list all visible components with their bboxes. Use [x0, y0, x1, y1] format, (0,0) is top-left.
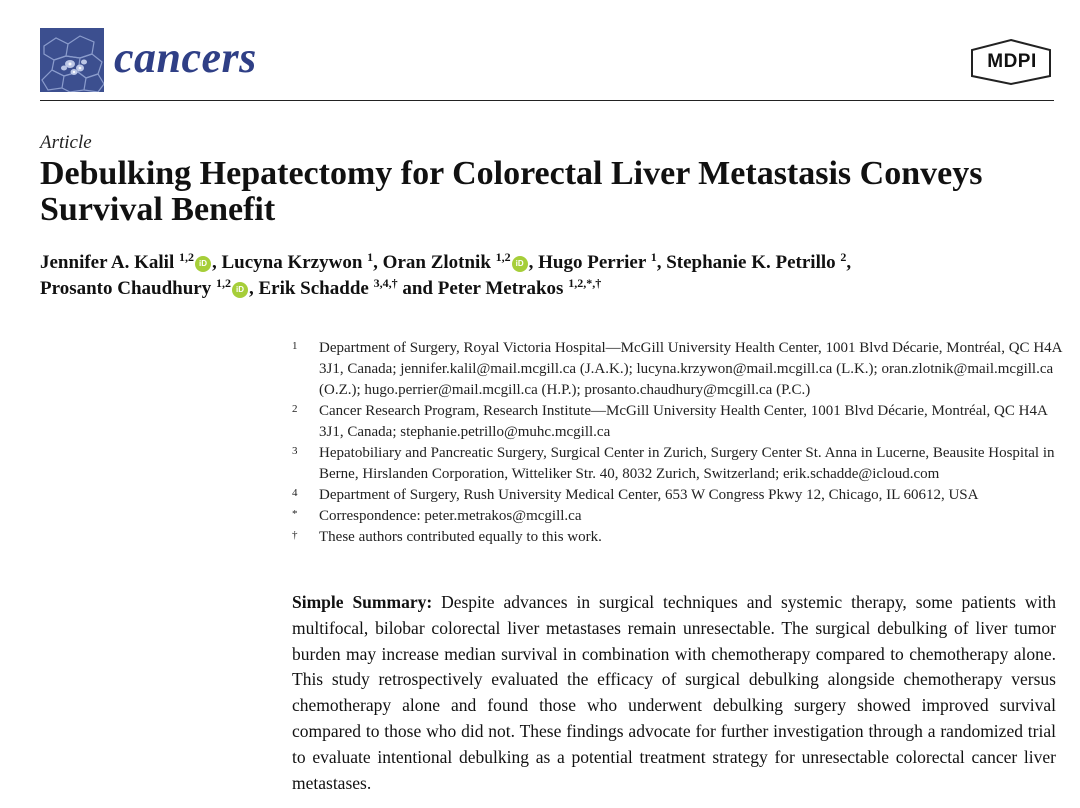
author-affiliation-mark: 1 — [367, 250, 374, 264]
author-list: Jennifer A. Kalil $^{1,2}$ iD , Lucyna Krzywon $^1$, Oran Zlotnik $^{1,2}$ iD , Hugo Perrier $^1$, Stephanie K. Petrillo $^2$, Prosanto Chaudhury $^{1,2}$ iD , Erik Schadde $^{3,4,\dagger}$ and Peter Metrakos $^{1,2,*,\dagger}$ — [40, 250, 852, 299]
header-divider — [40, 100, 1054, 101]
simple-summary — [292, 590, 1056, 796]
affiliation-item — [292, 338, 1062, 401]
affiliation-mark: 1 — [292, 340, 298, 352]
orcid-icon[interactable]: iD — [195, 256, 211, 272]
author-name: Erik Schadde — [258, 278, 369, 299]
author-affiliation-mark: 1,2 — [495, 250, 511, 264]
equal-contribution-mark: † — [292, 529, 298, 541]
affiliation-text: Hepatobiliary and Pancreatic Surgery, Surgical Center in Zurich, Surgery Center St. Anna in Lucerne, Beausite Hospital in Berne, Hirslanden Corporation, Witteliker Str. 40, 8032 Zurich, Switzerland; erik.schadde@icloud.com — [319, 445, 1055, 482]
author-name: Stephanie K. Petrillo — [666, 252, 836, 273]
author-affiliation-mark: 2 — [840, 250, 847, 264]
affiliation-mark: 4 — [292, 487, 298, 499]
author-name: Prosanto Chaudhury — [40, 278, 212, 299]
author-affiliation-mark: 1 — [650, 250, 657, 264]
author-name: Peter Metrakos — [437, 278, 564, 299]
author-affiliation-mark: 3,4,† — [373, 276, 398, 290]
orcid-icon[interactable]: iD — [232, 282, 248, 298]
article-title: Debulking Hepatectomy for Colorectal Liver Metastasis Conveys Survival Benefit — [40, 155, 983, 228]
affiliation-list — [292, 338, 1062, 548]
affiliation-mark: 2 — [292, 403, 298, 415]
affiliation-text: Department of Surgery, Rush University Medical Center, 653 W Congress Pkwy 12, Chicago, IL 60612, USA — [319, 487, 979, 503]
cancer-cells-icon — [40, 28, 104, 92]
affiliation-item — [292, 443, 1062, 485]
journal-name: cancers — [114, 33, 257, 82]
simple-summary-text: Despite advances in surgical techniques and systemic therapy, some patients with multifocal, bilobar colorectal liver metastases remain unresectable. The surgical debulking of liver tumor burden may increase median survival in combination with chemotherapy compared to chemotherapy alone. This study retrospectively evaluated the efficacy of surgical debulking alongside chemotherapy versus chemotherapy alone and found those who underwent debulking surgery showed improved survival compared to those who did not. These findings advocate for further investigation through a randomized trial to evaluate intentional debulking as a potential treatment strategy for unresectable colorectal cancer liver metastases. — [292, 592, 1057, 793]
author-name: Jennifer A. Kalil — [40, 252, 175, 273]
author-affiliation-mark: 1,2 — [178, 250, 194, 264]
orcid-icon[interactable]: iD — [512, 256, 528, 272]
author-affiliation-mark: 1,2,*,† — [568, 276, 602, 290]
affiliation-item — [292, 485, 1062, 506]
equal-contribution-note — [292, 527, 1062, 548]
correspondence-mark: * — [292, 508, 298, 520]
correspondence-text: Correspondence: peter.metrakos@mcgill.ca — [319, 508, 582, 524]
author-affiliation-mark: 1,2 — [215, 276, 231, 290]
author-name: Lucyna Krzywon — [221, 252, 363, 273]
simple-summary-label: Simple Summary: — [292, 592, 433, 612]
article-type: Article — [40, 132, 92, 153]
affiliation-text: Department of Surgery, Royal Victoria Hospital—McGill University Health Center, 1001 Blvd Décarie, Montréal, QC H4A 3J1, Canada; jennifer.kalil@mail.mcgill.ca (J.A.K.); lucyna.krzywon@mail.mcgill.ca (L.K.); oran.zlotnik@mail.mcgill.ca (O.Z.); hugo.perrier@mail.mcgill.ca (H.P.); prosanto.chaudhury@mcgill.ca (P.C.) — [319, 340, 1062, 398]
publisher-name: MDPI — [987, 51, 1037, 72]
author-conjunction: and — [402, 278, 433, 299]
mdpi-logo — [968, 38, 1054, 86]
affiliation-mark: 3 — [292, 445, 298, 457]
equal-contribution-text: These authors contributed equally to this work. — [319, 529, 602, 545]
author-name: Hugo Perrier — [538, 252, 646, 273]
affiliation-text: Cancer Research Program, Research Institute—McGill University Health Center, 1001 Blvd Décarie, Montréal, QC H4A 3J1, Canada; stephanie.petrillo@muhc.mcgill.ca — [319, 403, 1047, 440]
author-name: Oran Zlotnik — [382, 252, 491, 273]
correspondence-item — [292, 506, 1062, 527]
journal-header — [40, 28, 1054, 100]
affiliation-item — [292, 401, 1062, 443]
